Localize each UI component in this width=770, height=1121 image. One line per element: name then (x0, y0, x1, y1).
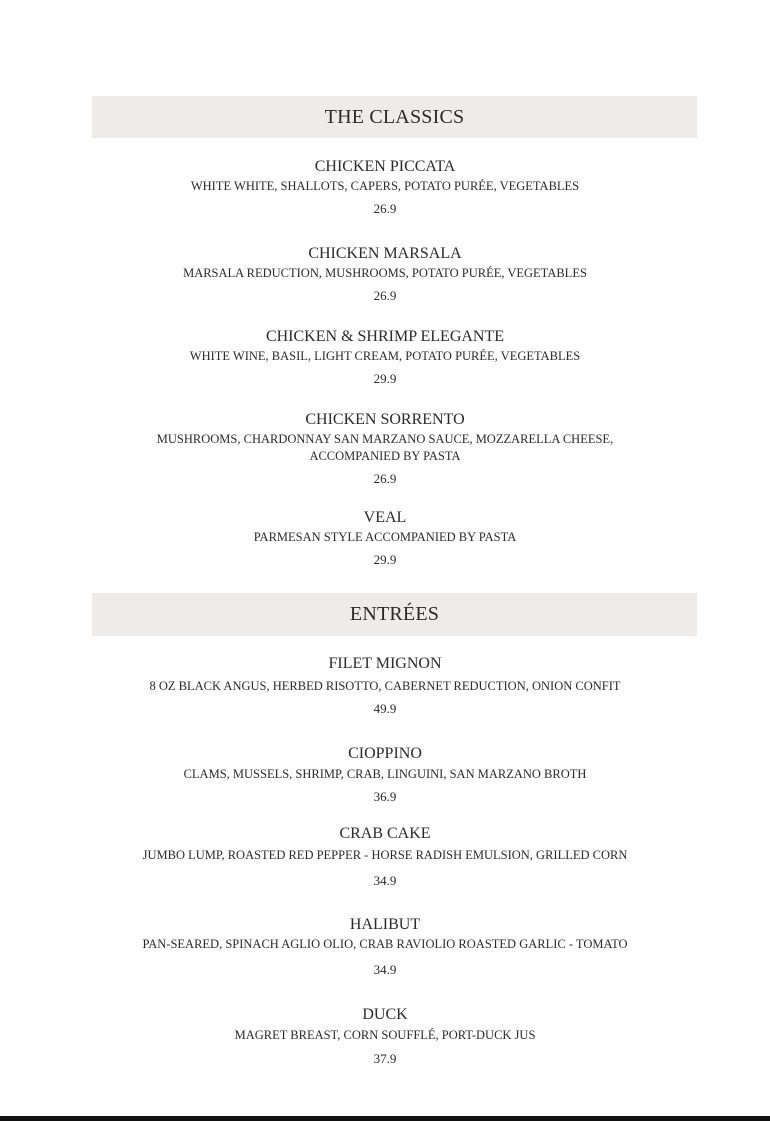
item-name: HALIBUT (349, 916, 421, 933)
item-price: 34.9 (373, 873, 397, 888)
section-title: THE CLASSICS (324, 106, 465, 128)
item-name: CRAB CAKE (339, 825, 431, 842)
item-description: JUMBO LUMP, ROASTED RED PEPPER - HORSE RADISH EMULSION, GRILLED CORN (142, 848, 628, 862)
item-description: PAN-SEARED, SPINACH AGLIO OLIO, CRAB RAVIOLIO ROASTED GARLIC - TOMATO (142, 937, 628, 951)
item-description: WHITE WHITE, SHALLOTS, CAPERS, POTATO PURÉE, VEGETABLES (190, 179, 580, 193)
item-description: PARMESAN STYLE ACCOMPANIED BY PASTA (253, 530, 517, 544)
item-price: 34.9 (373, 962, 397, 977)
item-name: CHICKEN SORRENTO (305, 411, 465, 428)
item-description: CLAMS, MUSSELS, SHRIMP, CRAB, LINGUINI, SAN MARZANO BROTH (183, 767, 587, 781)
item-description: MUSHROOMS, CHARDONNAY SAN MARZANO SAUCE, MOZZARELLA CHEESE, (156, 432, 614, 446)
page-bottom-rule (0, 1116, 770, 1121)
section-header-classics (92, 96, 697, 138)
item-price: 49.9 (373, 701, 397, 716)
menu-item-halibut (0, 915, 770, 978)
menu-item-chicken-shrimp-elegante (0, 327, 770, 387)
item-price: 26.9 (373, 201, 397, 216)
item-price: 29.9 (373, 371, 397, 386)
item-description: 8 OZ BLACK ANGUS, HERBED RISOTTO, CABERNET REDUCTION, ONION CONFIT (149, 679, 621, 693)
item-price: 26.9 (373, 288, 397, 303)
item-name: VEAL (363, 509, 407, 526)
item-name: CHICKEN & SHRIMP ELEGANTE (265, 328, 505, 345)
item-price: 26.9 (373, 471, 397, 486)
menu-item-crab-cake (0, 824, 770, 889)
item-price: 36.9 (373, 789, 397, 804)
item-name: CHICKEN MARSALA (308, 245, 462, 262)
menu-item-duck (0, 1005, 770, 1067)
item-name: DUCK (362, 1006, 408, 1023)
menu-item-veal (0, 508, 770, 568)
item-name: CIOPPINO (348, 745, 422, 762)
menu-item-cioppino (0, 744, 770, 805)
section-header-entrees (92, 593, 697, 636)
menu-item-chicken-piccata (0, 157, 770, 217)
menu-item-filet-mignon (0, 654, 770, 717)
item-price: 29.9 (373, 552, 397, 567)
item-description: WHITE WINE, BASIL, LIGHT CREAM, POTATO PURÉE, VEGETABLES (189, 349, 581, 363)
item-name: CHICKEN PICCATA (314, 158, 456, 175)
menu-item-chicken-marsala (0, 244, 770, 304)
item-description: MAGRET BREAST, CORN SOUFFLÉ, PORT-DUCK JUS (234, 1028, 536, 1042)
menu-item-chicken-sorrento (0, 410, 770, 487)
item-description-line-2: ACCOMPANIED BY PASTA (309, 449, 461, 463)
item-price: 37.9 (373, 1051, 397, 1066)
item-name: FILET MIGNON (328, 655, 442, 672)
section-title: ENTRÉES (349, 603, 440, 625)
item-description: MARSALA REDUCTION, MUSHROOMS, POTATO PURÉE, VEGETABLES (183, 266, 587, 280)
